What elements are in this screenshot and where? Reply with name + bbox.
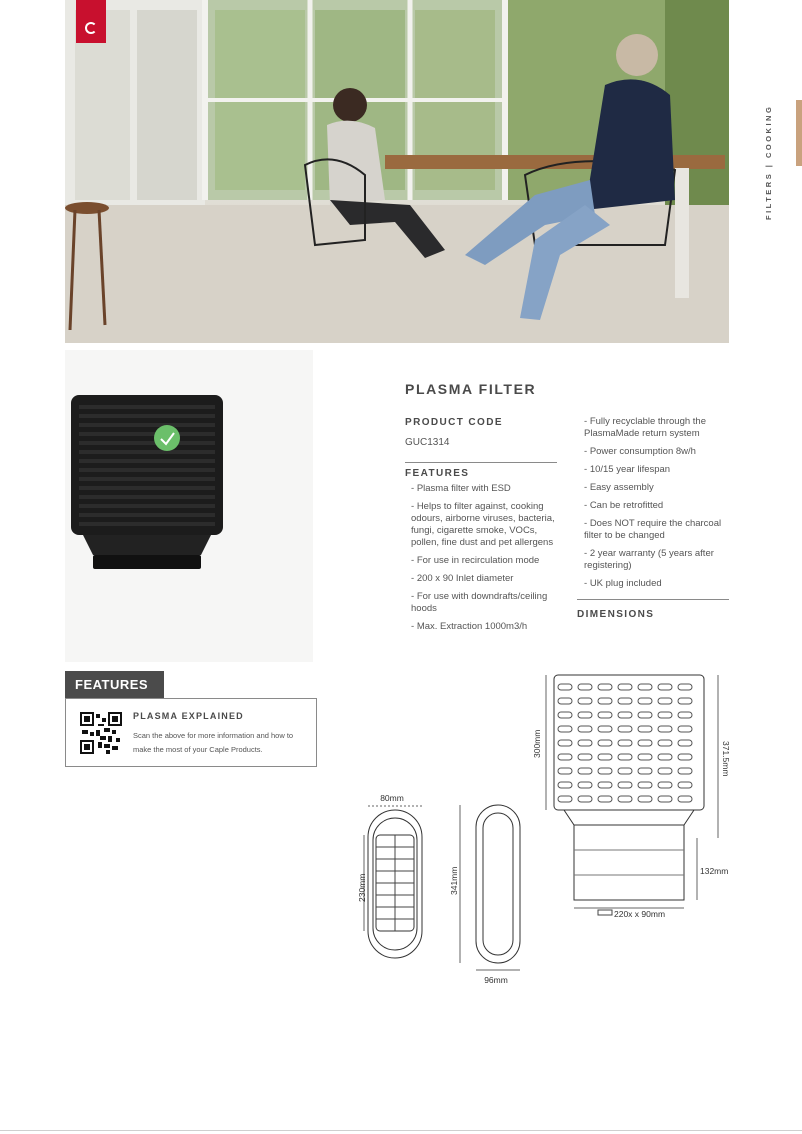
dim-300: 300mm	[532, 729, 542, 758]
feature-item: - Does NOT require the charcoal filter to be changed	[584, 518, 729, 542]
product-code: GUC1314	[405, 437, 450, 448]
features-banner: FEATURES	[65, 671, 164, 698]
divider	[405, 462, 557, 463]
feature-item: - 10/15 year lifespan	[584, 464, 729, 476]
feature-item: - UK plug included	[584, 578, 729, 590]
dim-132: 132mm	[700, 866, 729, 876]
features-list-right	[584, 416, 729, 596]
feature-item: - 200 x 90 Inlet diameter	[411, 573, 561, 585]
feature-item: - Helps to filter against, cooking odours, airborne viruses, bacteria, fungi, cigarette smoke, VOCs, pollen, fine dust and pet allergens	[411, 501, 561, 549]
side-tab	[744, 100, 794, 240]
page-title: PLASMA FILTER	[405, 381, 537, 397]
dim-220: 220x x 90mm	[614, 909, 666, 919]
side-tab-accent	[796, 100, 802, 166]
feature-item: - Plasma filter with ESD	[411, 483, 561, 495]
feature-item: - Fully recyclable through the PlasmaMade return system	[584, 416, 729, 440]
qr-code-icon[interactable]	[80, 712, 122, 754]
dimensions-label: DIMENSIONS	[577, 609, 655, 620]
footer-rule	[0, 1130, 802, 1131]
dim-80: 80mm	[380, 793, 404, 803]
side-tab-text: FILTERS | COOKING	[764, 104, 773, 220]
feature-item: - Easy assembly	[584, 482, 729, 494]
features-label: FEATURES	[405, 468, 470, 479]
feature-item: - Max. Extraction 1000m3/h	[411, 621, 561, 633]
feature-item: - Can be retrofitted	[584, 500, 729, 512]
feature-item: - 2 year warranty (5 years after registering)	[584, 548, 729, 572]
plasma-explained-box	[65, 698, 317, 767]
dim-341: 341mm	[449, 866, 459, 895]
feature-item: - Power consumption 8w/h	[584, 446, 729, 458]
dimension-drawings	[340, 660, 740, 990]
feature-item: - For use in recirculation mode	[411, 555, 561, 567]
plasma-explained-text: Scan the above for more information and how to make the most of your Caple Products.	[133, 731, 294, 754]
product-image	[65, 350, 313, 662]
product-code-label: PRODUCT CODE	[405, 417, 503, 428]
plasma-explained-title: PLASMA EXPLAINED	[133, 711, 244, 721]
feature-item: - For use with downdrafts/ceiling hoods	[411, 591, 561, 615]
dim-371: 371.5mm	[721, 741, 731, 777]
hero-photo	[65, 0, 729, 343]
divider	[577, 599, 729, 600]
caple-logo	[76, 0, 106, 43]
features-list-left	[411, 483, 561, 639]
dim-96: 96mm	[484, 975, 508, 985]
dim-230: 230mm	[357, 873, 367, 902]
